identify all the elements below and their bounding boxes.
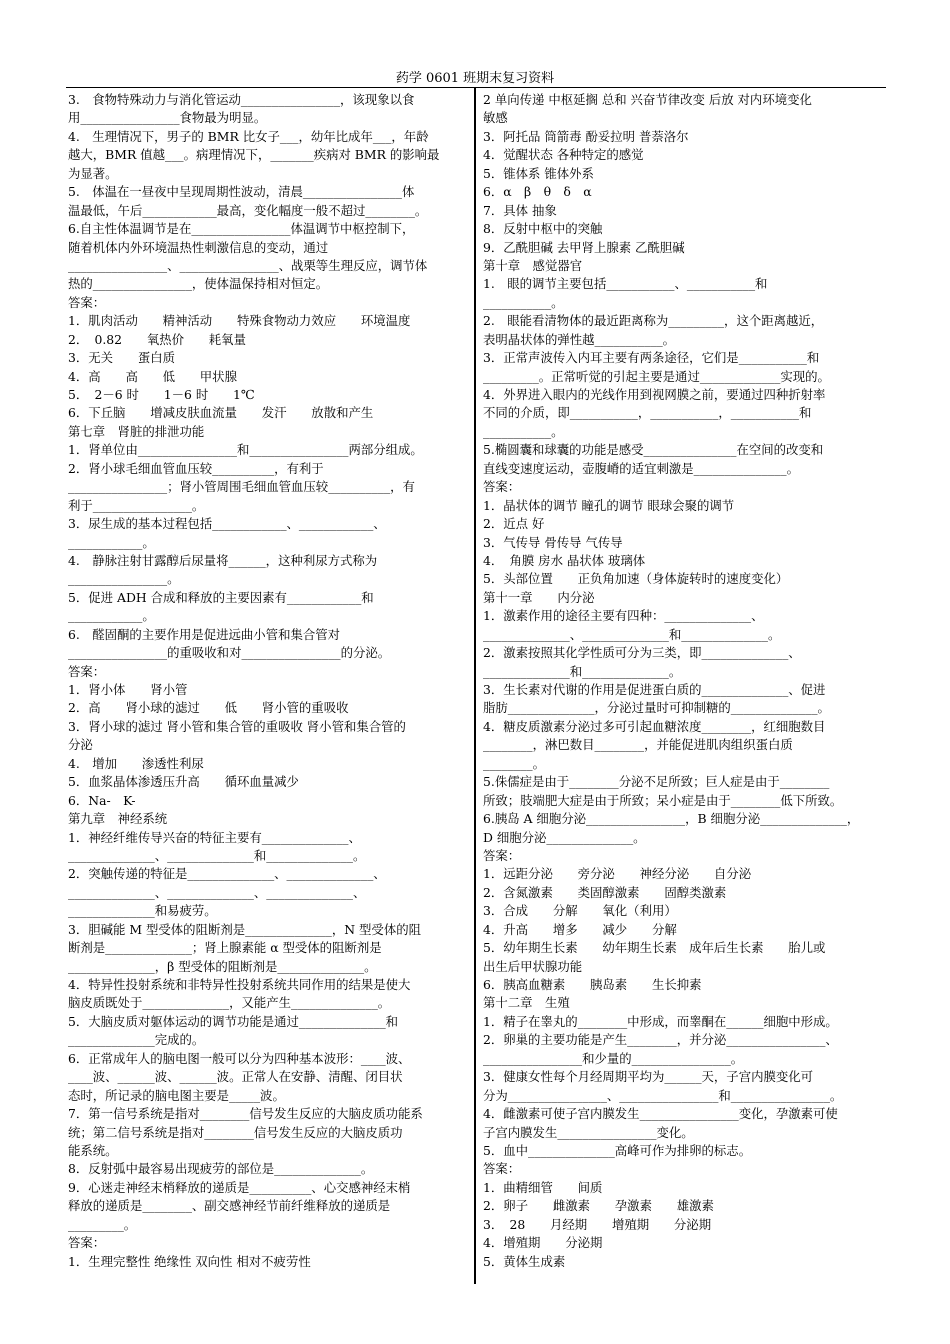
text-line: 3．肾小球的滤过 肾小管和集合管的重吸收 肾小管和集合管的 (68, 718, 406, 734)
text-line: 4．高 高 低 甲状腺 (68, 368, 237, 384)
text-line: 6．胰高血糖素 胰岛素 生长抑素 (483, 977, 702, 992)
text-line: 为显著。 (68, 165, 118, 181)
text-line: 5. 体温在一昼夜中呈现周期性波动，清晨________________体 (68, 184, 415, 200)
text-line: 1．远距分泌 旁分泌 神经分泌 自分泌 (483, 866, 752, 882)
text-line: 5．促进 ADH 合成和释放的主要因素有____________和 (68, 589, 374, 605)
text-line: 温最低，午后____________最高，变化幅度一般不超过________。 (68, 202, 428, 218)
header-rule (66, 87, 886, 88)
text-line: 5． 2－6 时 1－6 时 1℃ (68, 387, 255, 402)
text-line: 8．反射弧中最容易出现疲劳的部位是______________。 (68, 1161, 374, 1177)
text-line: 6．正常成年人的脑电图一般可以分为四种基本波形：____波、 (68, 1050, 411, 1066)
text-line: 4． 角膜 房水 晶状体 玻璃体 (483, 552, 646, 568)
text-line: 第十二章 生殖 (483, 995, 570, 1011)
text-line: 脑皮质既处于______________，又能产生______________。 (68, 995, 391, 1011)
text-line: 态时，所记录的脑电图主要是_____波。 (68, 1087, 285, 1103)
text-line: 2 单向传递 中枢延搁 总和 兴奋节律改变 后放 对内环境变化 (483, 92, 812, 107)
text-line: 2．近点 好 (483, 516, 545, 532)
text-line: 5．头部位置 正负角加速（身体旋转时的速度变化） (483, 571, 789, 587)
text-line: ___________。 (483, 423, 564, 439)
text-line: 越大，BMR 值越___。病理情况下，_______疾病对 BMR 的影响最 (68, 147, 440, 163)
text-line: 4．糖皮质激素分泌过多可引起血糖浓度________，红细胞数目 (483, 718, 826, 734)
text-line: 第十章 感觉器官 (483, 257, 583, 273)
text-line: 答案： (483, 479, 521, 495)
text-line: ______________、______________和______________。 (483, 626, 781, 642)
text-line: ______________，β 型受体的阻断剂是______________。 (68, 958, 377, 974)
text-line: 2．卵子 雌激素 孕激素 雄激素 (483, 1198, 714, 1214)
text-line: 第十一章 内分泌 (483, 589, 595, 605)
text-line: 5．黄体生成素 (483, 1253, 566, 1269)
text-line: ______________、______________、______________、 (68, 884, 366, 900)
text-line: 6. 醛固酮的主要作用是促进远曲小管和集合管对 (68, 626, 341, 642)
text-line: 1．肌肉活动 精神活动 特殊食物动力效应 环境温度 (68, 313, 411, 329)
column-divider (474, 88, 476, 1284)
text-line: 5.侏儒症是由于________分泌不足所致；巨人症是由于________ (483, 774, 830, 790)
text-line: 第九章 神经系统 (68, 811, 168, 827)
text-line: 2．高 肾小球的滤过 低 肾小管的重吸收 (68, 700, 349, 716)
text-line: ______________完成的。 (68, 1032, 205, 1048)
text-line: ___________。 (483, 294, 564, 310)
text-line: 2．激素按照其化学性质可分为三类，即______________、 (483, 645, 801, 661)
text-line: 第七章 肾脏的排泄功能 (68, 423, 205, 439)
text-line: 断剂是______________；肾上腺素能 α 型受体的阻断剂是 (68, 940, 382, 956)
text-line: ____波、______波、______波。正常人在安静、清醒、闭目状 (68, 1069, 403, 1085)
right-column (483, 91, 886, 1271)
text-line: ________________。 (68, 571, 180, 587)
text-line: 6．α β θ δ α (483, 184, 592, 200)
text-line: 出生后甲状腺功能 (483, 958, 583, 974)
text-line: 4. 增加 渗透性利尿 (68, 755, 204, 771)
text-line: 1．肾单位由________________和________________两部分组成。 (68, 442, 423, 458)
text-line: _________。正常听觉的引起主要是通过_____________实现的。 (483, 368, 830, 384)
text-line: D 细胞分泌______________。 (483, 829, 646, 845)
text-line: 3. 食物特殊动力与消化管运动________________，该现象以食 (68, 92, 415, 107)
text-line: 答案： (483, 847, 521, 863)
text-line: 5．大脑皮质对躯体运动的调节功能是通过______________和 (68, 1013, 399, 1029)
text-line: 6.胰岛 A 细胞分泌________________，B 细胞分泌______________， (483, 811, 860, 827)
text-line: 5．幼年期生长素 幼年期生长素 成年后生长素 胎儿或 (483, 940, 826, 956)
text-line: 6．Na- K- (68, 792, 136, 808)
text-line: 5.椭圆囊和球囊的功能是感受_______________在空间的改变和 (483, 442, 824, 458)
text-line: 答案： (68, 663, 106, 679)
text-line: 答案： (68, 294, 106, 310)
text-line: 3．健康女性每个月经周期平均为______天，子宫内膜变化可 (483, 1069, 814, 1085)
text-line: 2．突触传递的特征是______________、______________、 (68, 866, 386, 882)
text-line: ______________、______________和______________。 (68, 847, 366, 863)
text-line: 3．阿托品 筒箭毒 酚妥拉明 普萘洛尔 (483, 128, 689, 144)
text-line: 9．乙酰胆碱 去甲肾上腺素 乙酰胆碱 (483, 239, 685, 255)
text-line: 5．锥体系 锥体外系 (483, 165, 594, 181)
text-line: 6.自主性体温调节是在________________体温调节中枢控制下， (68, 221, 415, 237)
text-line: 3．生长素对代谢的作用是促进蛋白质的______________、促进 (483, 682, 826, 697)
text-line: 4．雌激素可使子宫内膜发生________________变化，孕激素可使 (483, 1106, 838, 1122)
text-line: 4．觉醒状态 各种特定的感觉 (483, 147, 644, 163)
text-line: 1．精子在睾丸的________中形成，而睾酮在______细胞中形成。 (483, 1013, 838, 1029)
text-line: 表明晶状体的弹性越___________。 (483, 331, 676, 347)
text-line: 4．外界进入眼内的光线作用到视网膜之前，要通过四种折射率 (483, 387, 826, 402)
text-line: 热的________________，使体温保持相对恒定。 (68, 276, 329, 292)
text-line: ________，淋巴数目________，并能促进肌肉组织蛋白质 (483, 737, 793, 753)
text-line: 不同的介质，即___________，___________，___________和 (483, 405, 812, 421)
text-line: 分为________________、________________和________________。 (483, 1087, 843, 1103)
text-line: 统；第二信号系统是指对________信号发生反应的大脑皮质功 (68, 1124, 403, 1140)
text-line: 4．特异性投射系统和非特异性投射系统共同作用的结果是使大 (68, 977, 411, 992)
text-line: 2. 眼能看清物体的最近距离称为_________，这个距离越近， (483, 313, 824, 329)
text-line: ________。 (483, 755, 545, 771)
text-line: 1．激素作用的途径主要有四种：______________、 (483, 608, 764, 624)
text-line: 子宫内膜发生________________变化。 (483, 1124, 694, 1140)
text-line: 1．曲精细管 间质 (483, 1179, 603, 1195)
text-line: 4. 静脉注射甘露醇后尿量将______，这种利尿方式称为 (68, 552, 378, 568)
text-line: 7．具体 抽象 (483, 202, 557, 218)
text-line: 答案： (68, 1235, 106, 1251)
text-line: 1．晶状体的调节 瞳孔的调节 眼球会聚的调节 (483, 497, 735, 513)
text-line: ____________。 (68, 534, 155, 550)
text-line: 5．血中______________高峰可作为排卵的标志。 (483, 1142, 752, 1158)
text-line: 3．正常声波传入内耳主要有两条途径，它们是___________和 (483, 350, 820, 366)
text-line: 1．生理完整性 绝缘性 双向性 相对不疲劳性 (68, 1253, 311, 1269)
text-line: 5．血浆晶体渗透压升高 循环血量减少 (68, 774, 299, 790)
text-line: 答案： (483, 1161, 521, 1177)
text-line: 直线变速度运动，壶腹嵴的适宜刺激是_______________。 (483, 460, 799, 476)
text-line: 2．含氮激素 类固醇激素 固醇类激素 (483, 884, 727, 900)
text-line: 所致；肢端肥大症是由于所致；呆小症是由于________低下所致。 (483, 792, 843, 808)
text-line: 3．胆碱能 M 型受体的阻断剂是______________，N 型受体的阻 (68, 921, 421, 937)
page-header: 药学 0601 班期末复习资料 (395, 71, 555, 86)
text-line: 9．心迷走神经末梢释放的递质是__________、心交感神经末梢 (68, 1179, 411, 1195)
text-line: _________。 (68, 1216, 137, 1232)
text-line: 2．卵巢的主要功能是产生________，并分泌________________、 (483, 1032, 838, 1048)
text-line: 敏感 (483, 110, 508, 126)
text-line: 3．气传导 骨传导 气传导 (483, 534, 623, 550)
text-line: 脂肪______________，分泌过量时可抑制糖的______________。 (483, 700, 830, 716)
text-line: 3．无关 蛋白质 (68, 350, 176, 366)
text-line: 8．反射中枢中的突触 (483, 221, 603, 237)
text-line: 4. 生理情况下，男子的 BMR 比女子___，幼年比成年___，年龄 (68, 128, 429, 144)
text-line: 用________________食物最为明显。 (68, 110, 267, 126)
text-line: 分泌 (68, 737, 93, 753)
text-line: 3．尿生成的基本过程包括____________、____________、 (68, 516, 386, 532)
text-line: 2． 0.82 氧热价 耗氧量 (68, 331, 246, 347)
text-line: 利于________________。 (68, 497, 205, 513)
text-line: ________________、________________、战栗等生理反应，调节体 (68, 257, 428, 273)
text-line: ______________和易疲劳。 (68, 903, 217, 919)
text-line: 释放的递质是________、副交感神经节前纤维释放的递质是 (68, 1198, 391, 1214)
left-column (68, 91, 466, 1271)
text-line: 1. 眼的调节主要包括___________、___________和 (483, 276, 768, 292)
text-line: 7．第一信号系统是指对________信号发生反应的大脑皮质功能系 (68, 1106, 423, 1122)
text-line: 4．增殖期 分泌期 (483, 1235, 603, 1251)
text-line: 1．肾小体 肾小管 (68, 682, 188, 697)
text-line: 4．升高 增多 减少 分解 (483, 921, 677, 937)
text-line: 6．下丘脑 增减皮肤血流量 发汗 放散和产生 (68, 405, 374, 421)
text-line: 3．合成 分解 氧化（利用） (483, 903, 677, 919)
text-line: ________________；肾小管周围毛细血管血压较__________，有 (68, 479, 415, 495)
text-line: ________________的重吸收和对________________的分泌。 (68, 645, 391, 661)
text-line: 2．肾小球毛细血管血压较__________，有利于 (68, 460, 324, 476)
text-line: 3． 28 月经期 增殖期 分泌期 (483, 1216, 712, 1232)
text-line: ____________。 (68, 608, 155, 624)
text-line: ______________和______________。 (483, 663, 682, 679)
text-line: 能系统。 (68, 1142, 118, 1158)
text-line: ________________和少量的________________。 (483, 1050, 744, 1066)
text-line: 1．神经纤维传导兴奋的特征主要有______________、 (68, 829, 361, 845)
text-line: 随着机体内外环境温热性刺激信息的变动，通过 (68, 239, 329, 255)
